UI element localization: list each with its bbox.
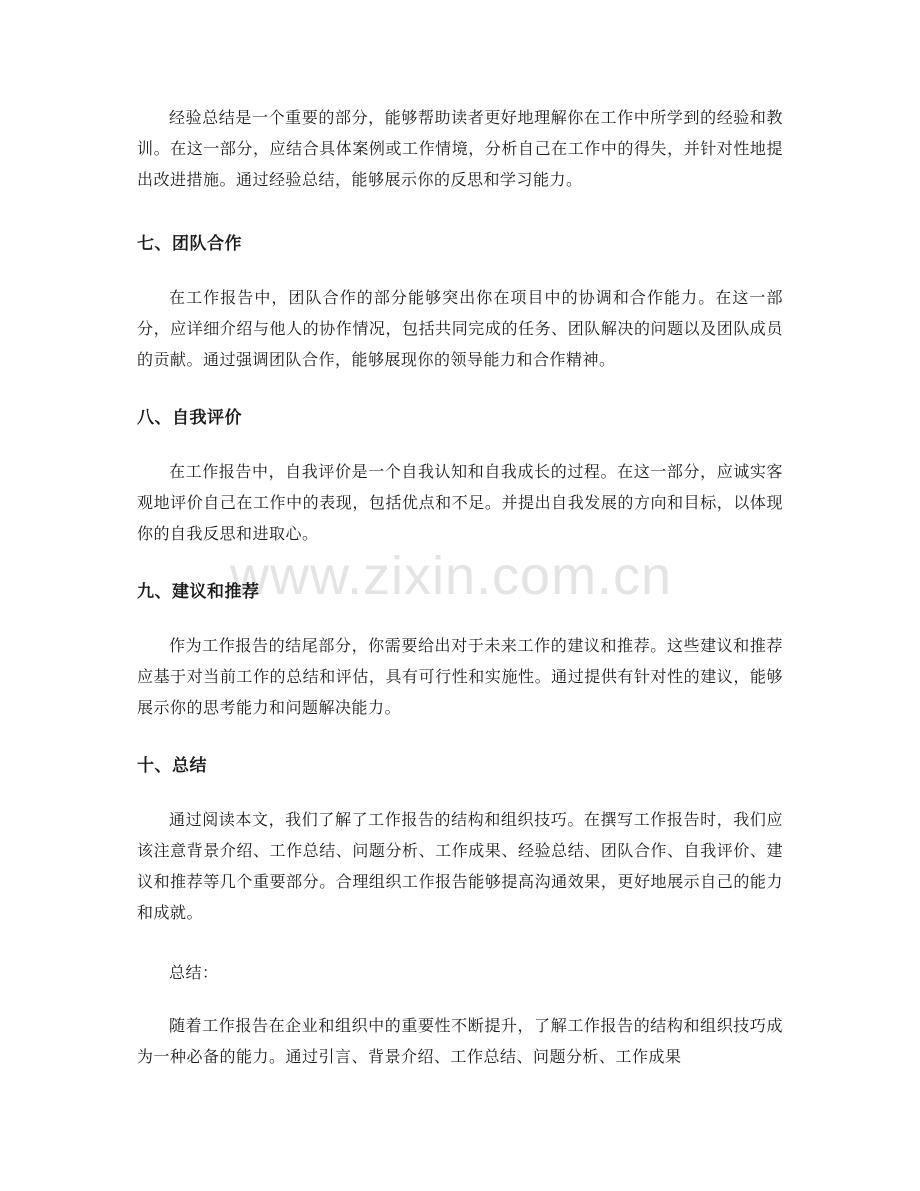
section-heading-self-evaluation: 八、自我评价 xyxy=(137,408,242,428)
watermark: www.zixin.com.cn xyxy=(230,546,673,606)
section-paragraph-suggestions: 作为工作报告的结尾部分，你需要给出对于未来工作的建议和推荐。这些建议和推荐应基于对当前工作的总结和评估，具有可行性和实施性。通过提供有针对性的建议，能够展示你的思考能力和问题解决能力。 xyxy=(137,636,783,717)
section-paragraph-conclusion: 通过阅读本文，我们了解了工作报告的结构和组织技巧。在撰写工作报告时，我们应该注意背景介绍、工作总结、问题分析、工作成果、经验总结、团队合作、自我评价、建议和推荐等几个重要部分。合理组织工作报告能够提高沟通效果，更好地展示自己的能力和成就。 xyxy=(137,810,783,922)
intro-paragraph: 经验总结是一个重要的部分，能够帮助读者更好地理解你在工作中所学到的经验和教训。在这一部分，应结合具体案例或工作情境，分析自己在工作中的得失，并针对性地提出改进措施。通过经验总结，能够展示你的反思和学习能力。 xyxy=(137,108,783,189)
section-heading-suggestions: 九、建议和推荐 xyxy=(137,582,260,602)
summary-label: 总结： xyxy=(169,963,219,982)
section-heading-conclusion: 十、总结 xyxy=(137,756,207,776)
section-paragraph-self-evaluation: 在工作报告中，自我评价是一个自我认知和自我成长的过程。在这一部分，应诚实客观地评价自己在工作中的表现，包括优点和不足。并提出自我发展的方向和目标，以体现你的自我反思和进取心。 xyxy=(137,462,783,543)
summary-paragraph: 随着工作报告在企业和组织中的重要性不断提升，了解工作报告的结构和组织技巧成为一种必备的能力。通过引言、背景介绍、工作总结、问题分析、工作成果 xyxy=(137,1016,783,1066)
section-paragraph-team: 在工作报告中，团队合作的部分能够突出你在项目中的协调和合作能力。在这一部分，应详细介绍与他人的协作情况，包括共同完成的任务、团队解决的问题以及团队成员的贡献。通过强调团队合作，能够展现你的领导能力和合作精神。 xyxy=(137,288,783,369)
section-heading-team: 七、团队合作 xyxy=(137,234,242,254)
